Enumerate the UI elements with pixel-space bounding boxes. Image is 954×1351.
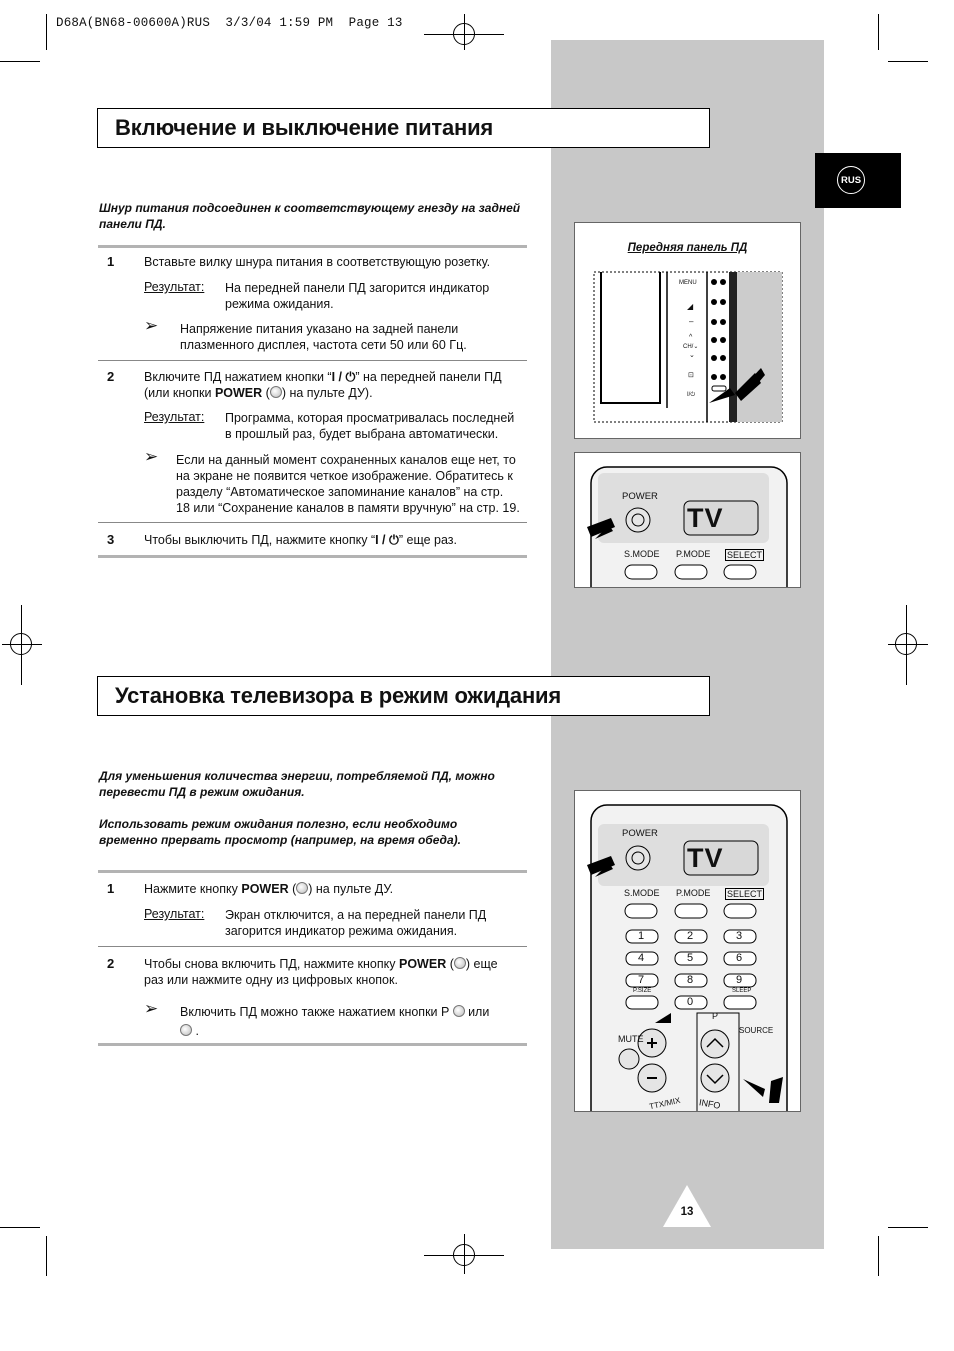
front-panel-figure bbox=[574, 222, 801, 439]
divider bbox=[98, 245, 527, 248]
result-label: Результат: bbox=[144, 280, 205, 294]
result-text: Экран отключится, а на передней панели ПД загорится индикатор режима ожидания. bbox=[225, 908, 487, 938]
remote-select-label: SELECT bbox=[727, 889, 763, 899]
note-text: Включить ПД можно также нажатием кнопки P или . bbox=[180, 1005, 490, 1038]
remote-digit-6: 6 bbox=[736, 952, 743, 964]
remote-full-figure bbox=[574, 790, 801, 1112]
step-number: 3 bbox=[107, 532, 115, 547]
result-label: Результат: bbox=[144, 410, 205, 424]
remote-p-label: P bbox=[712, 1011, 719, 1021]
front-panel-source-label: ⊡ bbox=[688, 372, 694, 379]
remote-top-figure bbox=[574, 452, 801, 588]
front-panel-power-label: I/⏻ bbox=[687, 392, 696, 398]
channel-down-button-icon bbox=[180, 1024, 192, 1036]
language-badge: RUS bbox=[837, 166, 865, 194]
front-panel-ch-up-label: ^ bbox=[689, 334, 693, 341]
remote-select-label: SELECT bbox=[727, 550, 763, 560]
section2-intro: Для уменьшения количества энергии, потребляемой ПД, можно перевести ПД в режим ожидания. Использовать режим ожидания полезно, если необходимо временно прервать просмотр (например, на время обеда). bbox=[99, 769, 495, 847]
note-arrow-icon: ➢ bbox=[144, 447, 159, 466]
front-panel-volume-down-label: – bbox=[689, 317, 694, 326]
step-text: Чтобы снова включить ПД, нажмите кнопку POWER ( ) еще раз или нажмите одну из цифровых кнопок. bbox=[144, 957, 498, 987]
step-text: Нажмите кнопку POWER ( ) на пульте ДУ. bbox=[144, 882, 394, 896]
result-text: Программа, которая просматривалась последней в прошлый раз, будет выбрана автоматически. bbox=[225, 411, 515, 441]
note-text: Если на данный момент сохраненных каналов еще нет, то на экране не появится четкое изображение. Обратитесь к разделу “Автоматическое запоминание каналов” на стр. 18 или “Сохранение каналов в памяти вручную” на стр. 19. bbox=[176, 453, 520, 515]
front-panel-ch-down-label: ⌄ bbox=[689, 352, 695, 359]
power-button-icon bbox=[270, 386, 282, 398]
remote-sleep-label: SLEEP bbox=[732, 988, 752, 994]
front-panel-volume-up-label: ◢ bbox=[687, 302, 694, 311]
remote-info-label: INFO bbox=[698, 1097, 722, 1111]
divider bbox=[98, 522, 527, 523]
remote-smode-label: S.MODE bbox=[624, 888, 660, 898]
note-arrow-icon: ➢ bbox=[144, 316, 159, 335]
section-title-standby: Установка телевизора в режим ожидания bbox=[97, 676, 710, 716]
front-panel-illustration bbox=[575, 223, 801, 439]
front-panel-caption: Передняя панель ПД bbox=[627, 242, 748, 254]
remote-pmode-label: P.MODE bbox=[676, 549, 711, 559]
step-text: Чтобы выключить ПД, нажмите кнопку “I / ⏻” еще раз. bbox=[144, 533, 458, 547]
remote-tv-label: TV bbox=[687, 843, 724, 873]
channel-up-button-icon bbox=[453, 1005, 465, 1017]
divider bbox=[98, 946, 527, 947]
remote-digit-0: 0 bbox=[687, 996, 694, 1008]
page-number-text: 13 bbox=[680, 1206, 694, 1218]
remote-smode-label: S.MODE bbox=[624, 549, 660, 559]
divider bbox=[98, 1043, 527, 1046]
remote-digit-7: 7 bbox=[638, 974, 645, 986]
remote-digit-8: 8 bbox=[687, 974, 694, 986]
page-number bbox=[663, 1185, 711, 1227]
remote-pmode-label: P.MODE bbox=[676, 888, 711, 898]
note-text: Напряжение питания указано на задней панели плазменного дисплея, частота сети 50 или 60 Гц. bbox=[180, 322, 467, 352]
divider bbox=[98, 360, 527, 361]
result-label: Результат: bbox=[144, 907, 205, 921]
remote-ttx-label: TTX/MIX bbox=[648, 1095, 682, 1112]
step-number: 1 bbox=[107, 881, 115, 896]
remote-power-label: POWER bbox=[622, 828, 658, 839]
print-header: D68A(BN68-00600A)RUS 3/3/04 1:59 PM Page 13 bbox=[56, 16, 403, 30]
remote-source-label: SOURCE bbox=[739, 1026, 774, 1035]
power-button-icon bbox=[296, 882, 308, 894]
power-button-icon bbox=[454, 957, 466, 969]
step-number: 1 bbox=[107, 254, 115, 269]
remote-tv-label: TV bbox=[687, 503, 724, 533]
note-arrow-icon: ➢ bbox=[144, 999, 159, 1018]
remote-mute-label: MUTE bbox=[618, 1034, 644, 1044]
remote-power-label: POWER bbox=[622, 491, 658, 502]
front-panel-ch-label: CH/⌄ bbox=[683, 344, 699, 350]
remote-digit-9: 9 bbox=[736, 974, 743, 986]
step-number: 2 bbox=[107, 369, 115, 384]
front-panel-menu-label: MENU bbox=[679, 280, 697, 286]
language-tab bbox=[815, 153, 901, 208]
remote-digit-2: 2 bbox=[687, 930, 694, 942]
section-title-power: Включение и выключение питания bbox=[97, 108, 710, 148]
step-text: Вставьте вилку шнура питания в соответствующую розетку. bbox=[144, 255, 491, 269]
divider bbox=[98, 870, 527, 873]
step-text: Включите ПД нажатием кнопки “I / ⏻” на передней панели ПД (или кнопки POWER ( ) на пульте ДУ). bbox=[144, 370, 502, 400]
section1-intro: Шнур питания подсоединен к соответствующему гнезду на задней панели ПД. bbox=[99, 201, 521, 231]
remote-psize-label: P.SIZE bbox=[633, 988, 652, 994]
remote-digit-4: 4 bbox=[638, 952, 645, 964]
remote-digit-5: 5 bbox=[687, 952, 694, 964]
remote-digit-1: 1 bbox=[638, 930, 645, 942]
step-number: 2 bbox=[107, 956, 115, 971]
result-text: На передней панели ПД загорится индикатор режима ожидания. bbox=[225, 281, 490, 311]
remote-digit-3: 3 bbox=[736, 930, 743, 942]
divider bbox=[98, 555, 527, 558]
